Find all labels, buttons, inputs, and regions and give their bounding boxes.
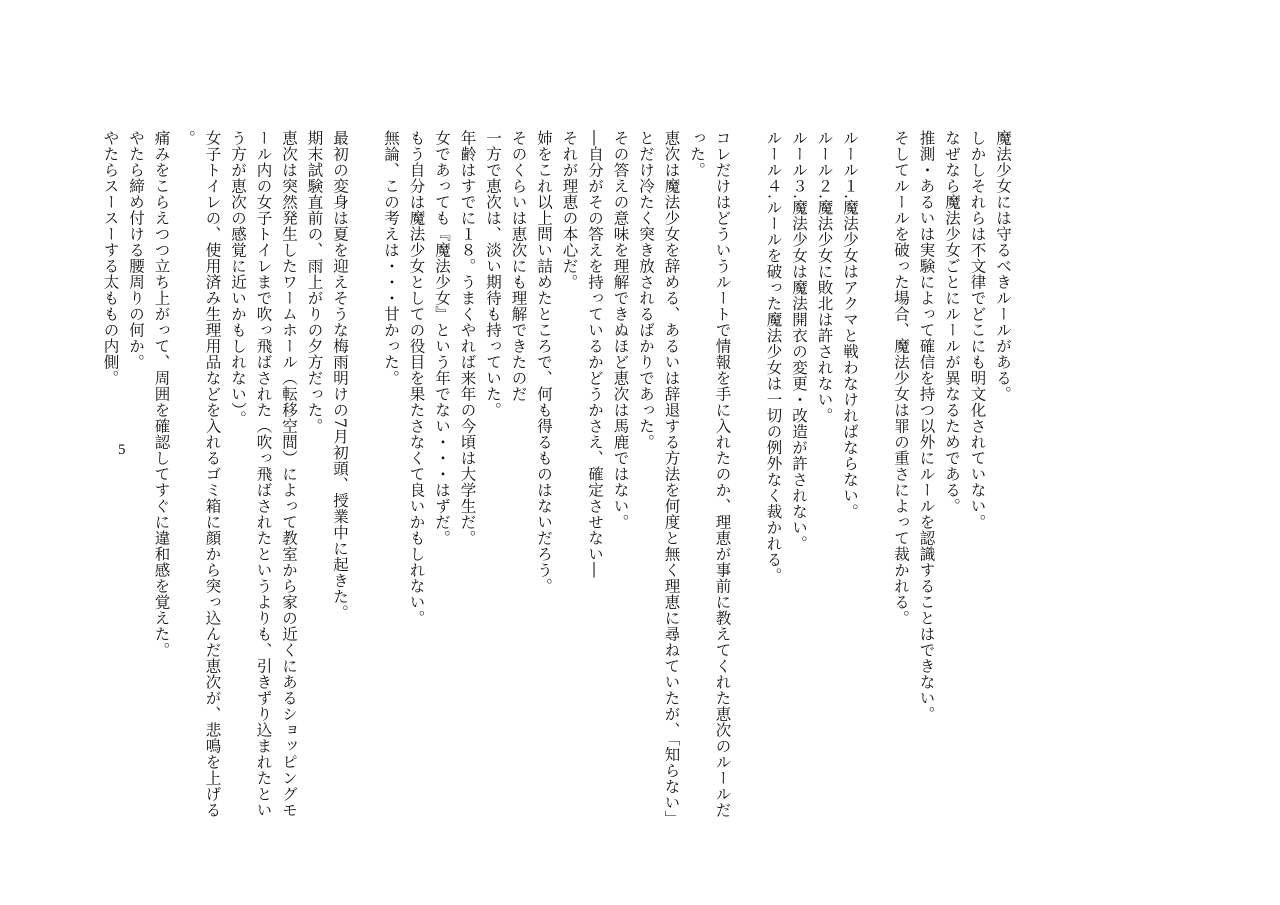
- text-line: ―自分がその答えを持っているかどうかさえ、確定させない―: [586, 130, 604, 578]
- page-number: 5: [118, 442, 126, 458]
- text-line: そしてルールを破った場合、魔法少女は罪の重さによって裁かれる。: [892, 130, 910, 626]
- text-line: なぜなら魔法少女ごとにルールが異なるためである。: [943, 130, 961, 514]
- text-line: 最初の変身は夏を迎えそうな梅雨明けの7月初頭、授業中に起きた。: [331, 130, 349, 621]
- text-line: やたら締め付ける腰周りの何か。: [127, 130, 145, 370]
- text-line: 恵次は魔法少女を辞める、あるいは辞退する方法を何度と無く理恵に尋ねていたが、「知らない」とだけ冷たく突き放されるばかりであった。: [637, 130, 681, 819]
- blank-line: [735, 130, 761, 820]
- text-line: ルール２.魔法少女に敗北は許されない。: [815, 130, 834, 424]
- text-line: そのくらいは恵次にも理解できたのだ: [509, 130, 528, 402]
- text-line: ルール４.ルールを破った魔法少女は一切の例外なく裁かれる。: [764, 130, 783, 584]
- text-line: 無論、この考えは・・・甘かった。: [382, 130, 400, 386]
- text-line: やたらスースーする太ももの内側。: [101, 130, 120, 386]
- text-line: 姉をこれ以上問い詰めたところで、何も得るものはないだろう。: [535, 130, 553, 594]
- vertical-text-body: [97, 130, 1015, 820]
- text-line: 期末試験直前の、雨上がりの夕方だった。: [305, 130, 324, 434]
- text-line: ルール１.魔法少女はアクマと戦わなければならない。: [841, 130, 859, 520]
- blank-line: [862, 130, 888, 820]
- text-line: 女であっても『魔法少女』という年でない・・・はずだ。: [433, 130, 451, 546]
- text-line: 恵次は突然発生したワームホール（転移空間）によって教室から家の近くにあるショッピングモール内の女子トイレまで吹っ飛ばされた（吹っ飛ばされたというよりも、引きずり込まれたという方が恵次の感覚に近いかもしれない）。: [229, 130, 298, 818]
- text-line: ルール３.魔法少女は魔法開衣の変更・改造が許されない。: [790, 130, 808, 552]
- text-line: しかしそれらは不文律でどこにも明文化されていない。: [968, 130, 987, 530]
- text-line: 女子トイレの、使用済み生理用品などを入れるゴミ箱に顔から突っ込んだ恵次が、悲鳴を上げる。: [178, 130, 222, 818]
- text-line: 魔法少女には守るべきルールがある。: [994, 130, 1012, 402]
- text-line: その答えの意味を理解できぬほど恵次は馬鹿ではない。: [611, 130, 630, 530]
- text-line: 推測・あるいは実験によって確信を持つ以外にルールを認識することはできない。: [917, 130, 936, 722]
- text-line: コレだけはどういうルートで情報を手に入れたのか、理恵が事前に教えてくれた恵次のルールだった。: [688, 130, 732, 818]
- text-line: 痛みをこらえつつ立ち上がって、周囲を確認してすぐに違和感を覚えた。: [152, 130, 171, 658]
- text-line: それが理恵の本心だ。: [560, 130, 579, 290]
- text-line: 年齢はすでに１８。うまくやれば来年の今頃は大学生だ。: [458, 130, 477, 546]
- text-line: 一方で恵次は、淡い期待も持っていた。: [484, 130, 502, 418]
- blank-line: [352, 130, 378, 820]
- text-line: もう自分は魔法少女としての役目を果たさなくて良いかもしれない。: [407, 130, 426, 626]
